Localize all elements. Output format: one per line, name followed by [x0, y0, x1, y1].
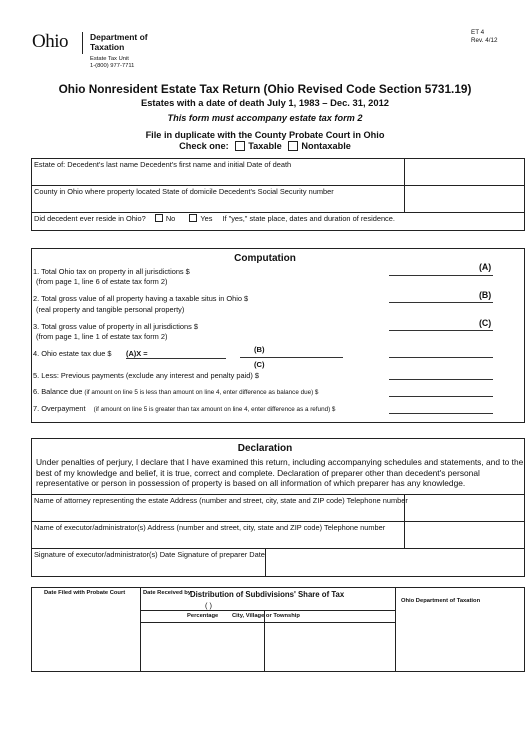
- residence-details-label: If "yes," state place, dates and duration of residence.: [222, 214, 395, 223]
- line6-label: 6. Balance due: [33, 387, 83, 396]
- column-a-label: (A): [479, 262, 492, 272]
- form-subtitle: Estates with a date of death July 1, 1983 – Dec. 31, 2012: [140, 97, 390, 108]
- resided-question: Did decedent ever reside in Ohio?: [34, 214, 146, 223]
- line1-input[interactable]: [389, 275, 493, 276]
- resided-yes-checkbox[interactable]: [189, 214, 197, 222]
- ohio-dept-taxation-label: Ohio Department of Taxation: [401, 598, 481, 604]
- logo-divider: [82, 32, 83, 54]
- estate-rule-1: [31, 185, 525, 186]
- line2-label: 2. Total gross value of all property having a taxable situs in Ohio $: [33, 294, 249, 303]
- line7-label: 7. Overpayment: [33, 404, 86, 413]
- percentage-label: Percentage: [187, 613, 219, 619]
- line6-note: (if amount on line 5 is less than amount on line 4, enter difference as balance due) $: [84, 389, 319, 396]
- line3-source: (from page 1, line 1 of estate tax form 2): [36, 332, 168, 341]
- form-title: Ohio Nonresident Estate Tax Return (Ohio Revised Code Section 5731.19): [58, 82, 472, 96]
- taxable-checkbox[interactable]: [235, 141, 245, 151]
- column-b-label: (B): [479, 290, 492, 300]
- column-c-label: (C): [479, 318, 492, 328]
- declaration-col-divider-2: [404, 521, 405, 548]
- executor-field[interactable]: Name of executor/administrator(s) Address (number and street, city, state and ZIP code) Telephone number: [34, 523, 386, 532]
- line5-label: 5. Less: Previous payments (exclude any interest and penalty paid) $: [33, 371, 259, 380]
- line4-c-label: (C): [254, 360, 265, 369]
- form-rev: Rev. 4/12: [471, 37, 498, 44]
- ohio-logo: Ohio: [32, 31, 68, 52]
- line7-note: (if amount on line 5 is greater than tax amount on line 4, enter difference as a refund) $: [93, 406, 336, 413]
- resided-in-ohio-row: [34, 214, 395, 224]
- check-one-label: Check one:: [179, 141, 229, 151]
- dept-line2: Taxation: [90, 42, 125, 52]
- line7-input[interactable]: [389, 413, 493, 414]
- taxable-label: Taxable: [248, 141, 282, 151]
- dept-line1: Department of: [90, 32, 148, 42]
- computation-heading: Computation: [234, 253, 296, 264]
- line4-b-label: (B): [254, 345, 265, 354]
- line3-label: 3. Total gross value of property in all jurisdictions $: [33, 322, 199, 331]
- distribution-paren: ( ): [205, 601, 212, 610]
- resided-no-checkbox[interactable]: [155, 214, 163, 222]
- signature-field[interactable]: Signature of executor/administrator(s) Date Signature of preparer Date: [34, 550, 265, 559]
- resided-no-label: No: [165, 214, 176, 223]
- line3-input[interactable]: [389, 330, 493, 331]
- line2-input[interactable]: [389, 302, 493, 303]
- nontaxable-checkbox[interactable]: [288, 141, 298, 151]
- declaration-rule-1: [31, 494, 525, 495]
- declaration-text: Under penalties of perjury, I declare that I have examined this return, including accompanying schedules and statements, and to the best of my knowledge and belief, it is true, correct and complete. Declaration of preparer other than decedent's personal representative or person in possession of property is based on all information of which preparer has any knowledge.: [36, 457, 524, 488]
- date-filed-label: Date Filed with Probate Court: [44, 590, 126, 596]
- bottom-col-divider-3: [264, 610, 265, 672]
- county-domicile-ssn-field[interactable]: County in Ohio where property located State of domicile Decedent's Social Security number: [34, 187, 334, 196]
- line1-label: 1. Total Ohio tax on property in all jurisdictions $: [33, 267, 190, 276]
- form-id: ET 4: [471, 29, 485, 36]
- line2-source: (real property and tangible personal property): [36, 305, 185, 314]
- nontaxable-label: Nontaxable: [301, 141, 351, 151]
- line6-row: [33, 388, 318, 397]
- accompany-note: This form must accompany estate tax form 2: [167, 113, 363, 123]
- bottom-col-divider-2: [395, 587, 396, 672]
- line4-input[interactable]: [389, 357, 493, 358]
- line6-input[interactable]: [389, 396, 493, 397]
- estate-tax-unit: Estate Tax Unit: [90, 56, 129, 62]
- bottom-rule-2: [140, 622, 395, 623]
- unit-phone: 1-(800) 977-7711: [90, 63, 135, 69]
- line4-ax-formula: (A)X =: [126, 349, 148, 358]
- estate-rule-2: [31, 212, 525, 213]
- declaration-heading: Declaration: [237, 443, 293, 454]
- declaration-rule-2: [31, 521, 525, 522]
- line4-formula-input[interactable]: [126, 358, 226, 359]
- line1-source: (from page 1, line 6 of estate tax form 2): [36, 277, 168, 286]
- bottom-col-divider-1: [140, 587, 141, 672]
- date-received-label: Date Received by: [143, 590, 192, 596]
- declaration-rule-3: [31, 548, 525, 549]
- estate-col-divider-1: [404, 158, 405, 185]
- line7-row: [33, 405, 335, 414]
- check-one-row: [0, 141, 530, 151]
- estate-of-field[interactable]: Estate of: Decedent's last name Decedent's first name and initial Date of death: [34, 160, 292, 169]
- file-instruction: File in duplicate with the County Probate Court in Ohio: [145, 130, 385, 140]
- line5-input[interactable]: [389, 379, 493, 380]
- distribution-label: Distribution of Subdivisions' Share of Tax: [190, 590, 345, 599]
- attorney-field[interactable]: Name of attorney representing the estate Address (number and street, city, state and ZIP code) Telephone number: [34, 496, 408, 505]
- bottom-rule-1: [140, 610, 395, 611]
- declaration-col-divider-3: [265, 548, 266, 577]
- city-village-township-label: City, Village or Township: [232, 613, 300, 619]
- resided-yes-label: Yes: [200, 214, 213, 223]
- line4-fraction-bar: [240, 357, 343, 358]
- estate-col-divider-2: [404, 185, 405, 212]
- line4-label: 4. Ohio estate tax due $: [33, 349, 112, 358]
